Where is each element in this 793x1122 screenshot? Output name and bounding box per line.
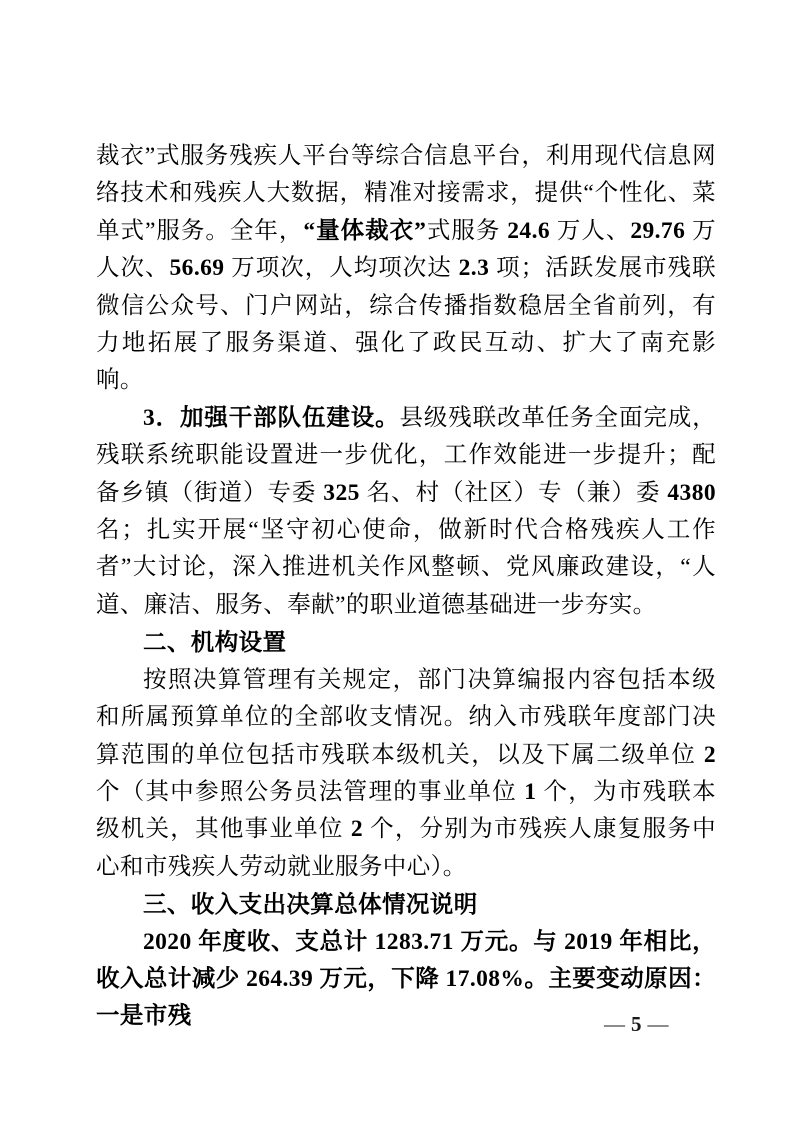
text-run: 个，分别为市残疾人康复服务中心和市残疾人劳动就业服务中心）。 [96, 816, 717, 880]
heading-text: 二、机构设置 [143, 629, 287, 656]
text-run: 万人次、 [96, 217, 717, 282]
stat-value: 325 [323, 479, 360, 506]
footer-dash-left: — [604, 1012, 625, 1036]
text-run: 项；活跃发展市残联微信公众号、门户网站，综合传播指数稳居全省前列，有力地拓展了服务渠道、强化了政民互动、扩大了南充影响。 [96, 255, 717, 394]
text-run: 式服务 [426, 217, 508, 244]
paragraph-org-setup [96, 662, 716, 886]
stat-value: 2 [350, 816, 363, 843]
section-heading-2 [96, 624, 716, 661]
stat-value: 4380 [667, 479, 716, 506]
heading-text: 三、收入支出决算总体情况说明 [143, 891, 478, 918]
text-run: 名、村（社区）专（兼）委 [359, 479, 668, 506]
text-run: 个（其中参照公务员法管理的事业单位 [96, 778, 525, 805]
text-run: 个，为市残联本级机关，其他事业单位 [96, 778, 717, 843]
text-run: 2020 年度收、支总计 1283.71 万元。与 2019 年相比，收入总计减少 264.39 万元，下降 17.08%。主要变动原因：一是市残 [96, 928, 716, 1030]
stat-value: 1 [524, 778, 537, 805]
stat-value: 56.69 [169, 255, 225, 282]
text-run: 名；扎实开展“坚守初心使命，做新时代合格残疾人工作者”大讨论，深入推进机关作风整顿、党风廉政建设，“人道、廉洁、服务、奉献”的职业道德基础进一步夯实。 [96, 517, 716, 618]
stat-value: 29.76 [630, 217, 686, 244]
text-run: 万人、 [550, 217, 631, 244]
text-run-emphasis: “量体裁衣” [303, 217, 427, 244]
text-run: 裁衣”式服务残疾人平台等综合信息平台，利用现代信息网络技术和残疾人大数据，精准对接需求，提供“个性化、菜单式”服务。全年， [96, 143, 716, 244]
text-run: 万项次，人均项次达 [224, 255, 459, 282]
paragraph-cadre-team [96, 400, 716, 624]
stat-value: 24.6 [507, 217, 550, 244]
page-footer [604, 1012, 669, 1037]
text-run: 县级残联改革任务全面完成，残联系统职能设置进一步优化，工作效能进一步提升；配备乡镇（街道）专委 [96, 404, 716, 506]
page-number: 5 [631, 1012, 642, 1036]
stat-value: 2.3 [458, 255, 490, 282]
item-title: 3．加强干部队伍建设。 [143, 404, 400, 431]
footer-dash-right: — [647, 1012, 669, 1036]
text-block [96, 138, 716, 1036]
stat-value: 2 [703, 741, 716, 768]
section-heading-3 [96, 886, 716, 923]
text-run: 按照决算管理有关规定，部门决算编报内容包括本级和所属预算单位的全部收支情况。纳入市残联年度部门决算范围的单位包括市残联本级机关，以及下属二级单位 [96, 666, 716, 768]
paragraph-services [96, 138, 716, 400]
